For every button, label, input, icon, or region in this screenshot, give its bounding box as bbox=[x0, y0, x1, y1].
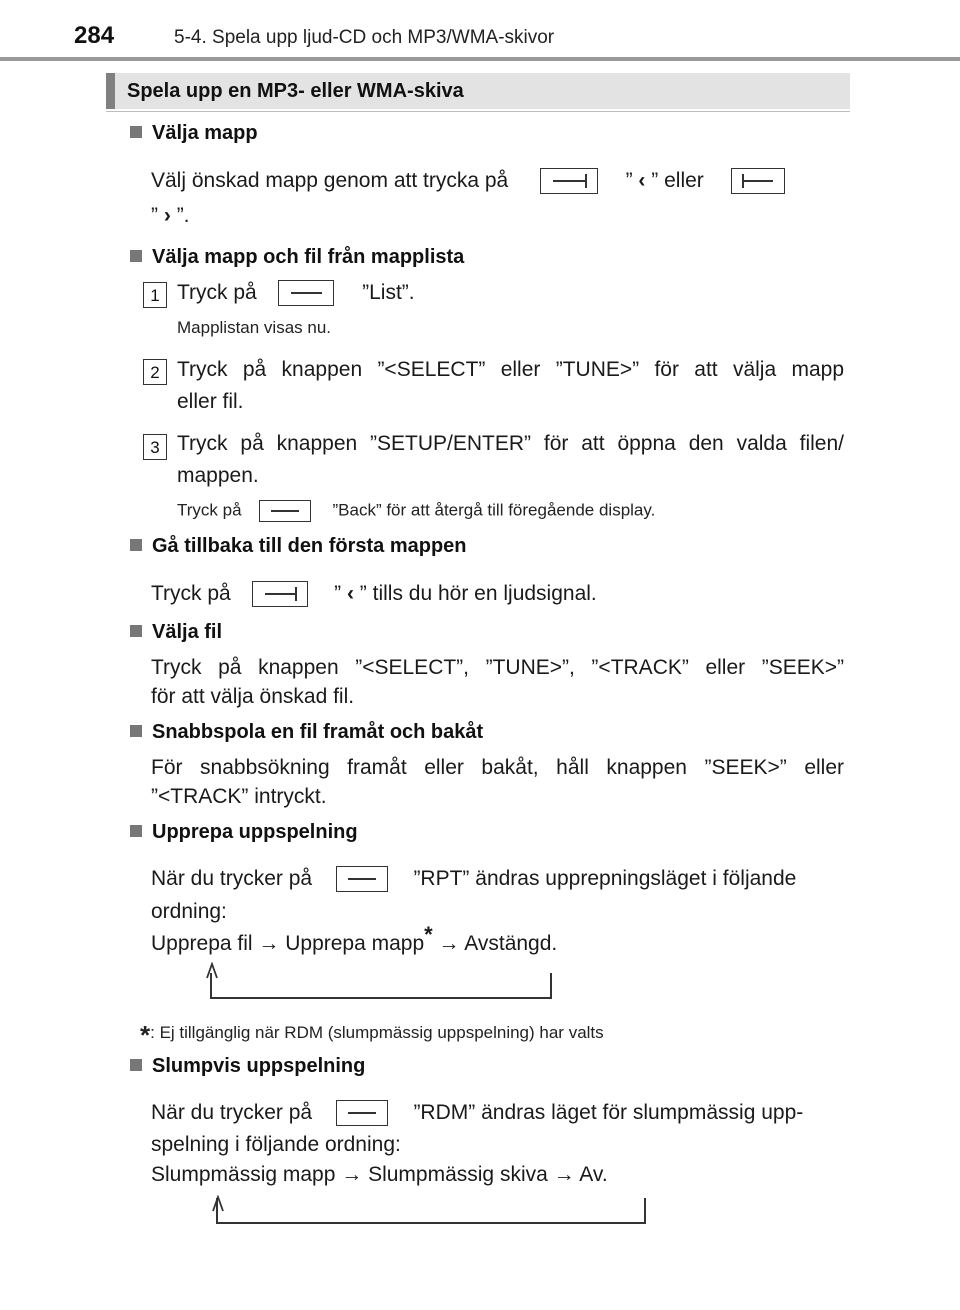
chevron-left-icon: ‹ bbox=[638, 169, 646, 192]
bullet-square-icon bbox=[130, 126, 142, 138]
footnote: *: Ej tillgänglig när RDM (slumpmässig uppspelning) har valts bbox=[140, 1020, 604, 1050]
folder-up-button-icon bbox=[731, 168, 785, 194]
step1-text: Tryck på ”List”. bbox=[177, 277, 415, 308]
header-rule bbox=[0, 57, 960, 61]
rdm-button-icon bbox=[336, 1100, 388, 1126]
back-note: Tryck på ”Back” för att återgå till föregående display. bbox=[177, 500, 655, 522]
valja-mapp-line2: ” › ”. bbox=[151, 204, 190, 227]
valja-fil-line2: för att välja önskad fil. bbox=[151, 685, 355, 708]
step2-line1: Tryck på knappen ”<SELECT” eller ”TUNE>” för att välja mapp bbox=[177, 358, 844, 381]
arrow-up-icon bbox=[211, 1195, 225, 1215]
heading-slumpvis: Slumpvis uppspelning bbox=[130, 1055, 365, 1078]
bullet-square-icon bbox=[130, 1059, 142, 1071]
chevron-right-icon: › bbox=[163, 204, 171, 227]
bullet-square-icon bbox=[130, 625, 142, 637]
heading-snabbspola: Snabbspola en fil framåt och bakåt bbox=[130, 721, 483, 744]
bullet-square-icon bbox=[130, 539, 142, 551]
slumpvis-line3: Slumpmässig mapp → Slumpmässig skiva → Av. bbox=[151, 1163, 608, 1186]
section-header bbox=[106, 73, 850, 109]
slumpvis-line2: spelning i följande ordning: bbox=[151, 1133, 401, 1156]
snabbspola-line1: För snabbsökning framåt eller bakåt, håll knappen ”SEEK>” eller bbox=[151, 756, 844, 779]
heading-upprepa: Upprepa uppspelning bbox=[130, 821, 358, 844]
upprepa-line1: När du trycker på ”RPT” ändras upprepningsläget i följande bbox=[151, 863, 796, 894]
step-number-1: 1 bbox=[143, 282, 167, 308]
valja-fil-line1: Tryck på knappen ”<SELECT”, ”TUNE>”, ”<TRACK” eller ”SEEK>” bbox=[151, 656, 844, 679]
page-number: 284 bbox=[74, 22, 115, 49]
bullet-square-icon bbox=[130, 725, 142, 737]
upprepa-line2: ordning: bbox=[151, 900, 227, 923]
section-divider bbox=[106, 111, 850, 112]
folder-down-button-icon bbox=[540, 168, 598, 194]
bullet-square-icon bbox=[130, 250, 142, 262]
section-title: Spela upp en MP3- eller WMA-skiva bbox=[127, 80, 464, 102]
loop-arrow-icon bbox=[210, 973, 552, 999]
step-number-3: 3 bbox=[143, 434, 167, 460]
slumpvis-line1: När du trycker på ”RDM” ändras läget för slumpmässig upp- bbox=[151, 1097, 803, 1128]
rpt-button-icon bbox=[336, 866, 388, 892]
forsta-text: Tryck på ” ‹ ” tills du hör en ljudsignal. bbox=[151, 578, 597, 609]
heading-valja-fil: Välja fil bbox=[130, 621, 222, 644]
upprepa-sequence: Upprepa fil → Upprepa mapp* → Avstängd. bbox=[151, 922, 558, 955]
back-button-icon bbox=[259, 500, 311, 522]
chevron-left-icon: ‹ bbox=[346, 582, 354, 605]
step2-line2: eller fil. bbox=[177, 390, 244, 413]
folder-down-button-icon bbox=[252, 581, 308, 607]
loop-arrow-icon bbox=[216, 1198, 646, 1224]
list-button-icon bbox=[278, 280, 334, 306]
step3-line1: Tryck på knappen ”SETUP/ENTER” för att öppna den valda filen/ bbox=[177, 432, 844, 455]
snabbspola-line2: ”<TRACK” intryckt. bbox=[151, 785, 327, 808]
heading-mapplista: Välja mapp och fil från mapplista bbox=[130, 246, 464, 269]
step-number-2: 2 bbox=[143, 359, 167, 385]
step3-line2: mappen. bbox=[177, 464, 259, 487]
bullet-square-icon bbox=[130, 825, 142, 837]
heading-valja-mapp: Välja mapp bbox=[130, 122, 258, 145]
chapter-title: 5-4. Spela upp ljud-CD och MP3/WMA-skivor bbox=[174, 27, 555, 48]
valja-mapp-line1: Välj önskad mapp genom att trycka på ” ‹ ” eller bbox=[151, 165, 785, 196]
arrow-up-icon bbox=[205, 962, 219, 982]
step1-note: Mapplistan visas nu. bbox=[177, 318, 332, 337]
heading-forsta-mappen: Gå tillbaka till den första mappen bbox=[130, 535, 467, 558]
